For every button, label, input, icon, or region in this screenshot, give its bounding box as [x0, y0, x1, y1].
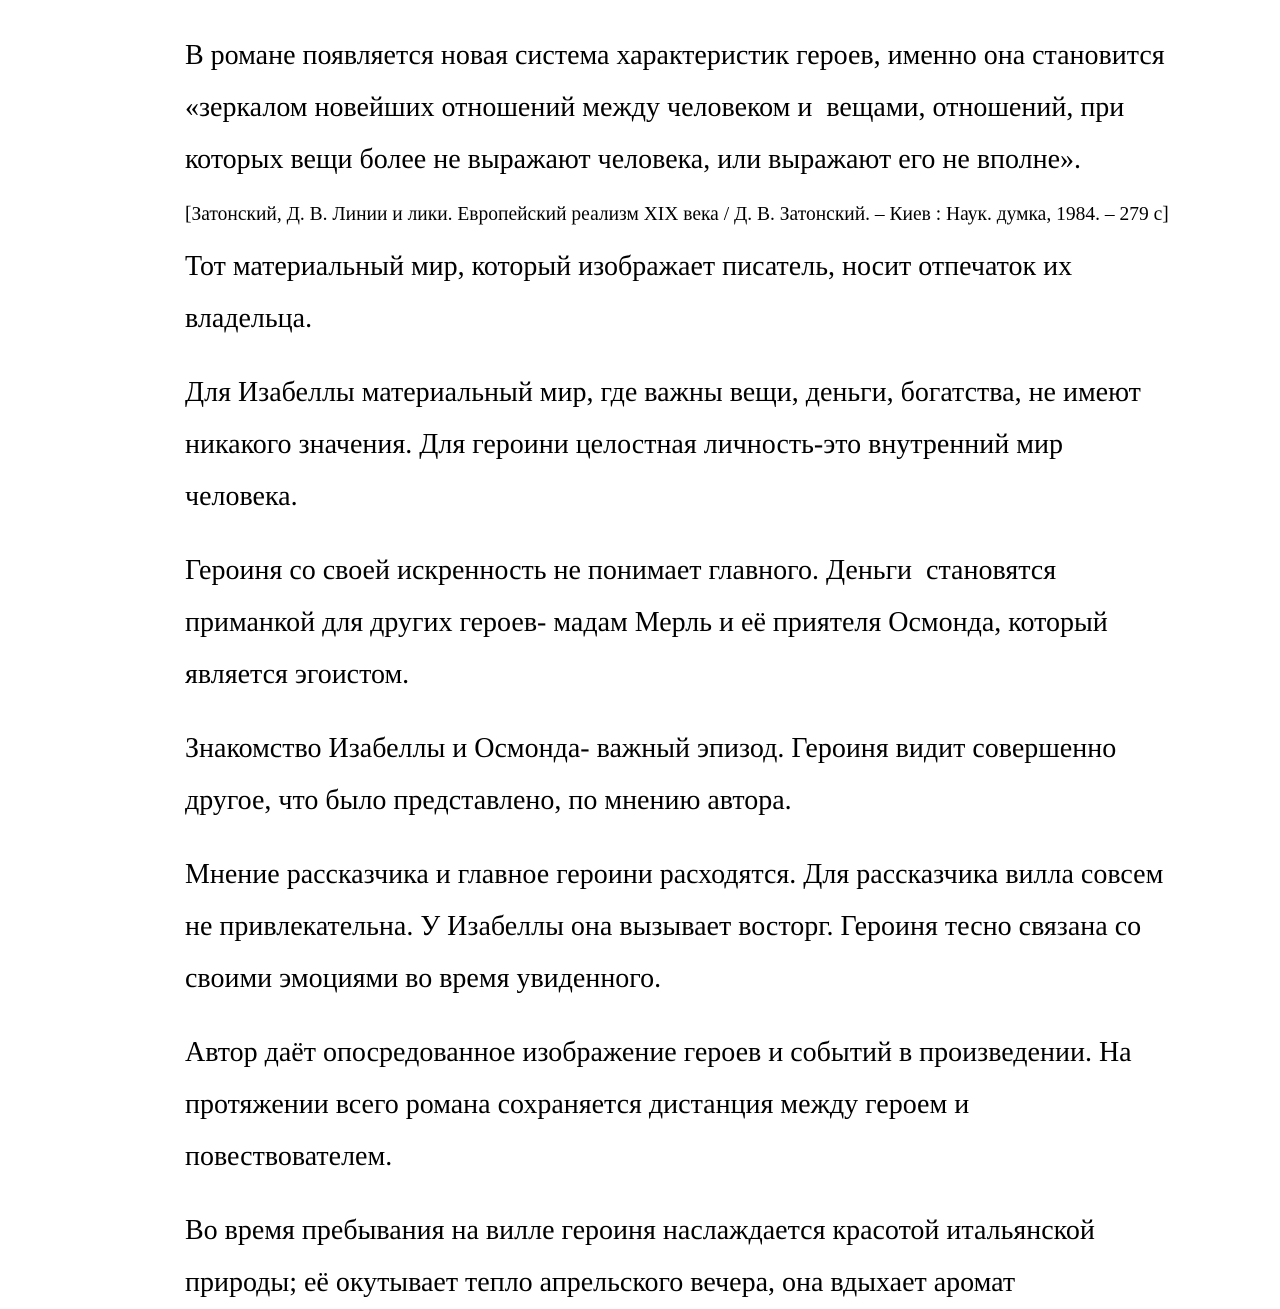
text-run: Героиня со своей искренность не понимает главного. Деньги становятся приманкой для других героев- мадам Мерль и её приятеля Осмонда, который является эгоистом.	[185, 555, 1115, 690]
text-run: Тот материальный мир, который изображает писатель, носит отпечаток их владельца.	[185, 196, 1176, 334]
paragraph	[185, 545, 1182, 701]
paragraph	[185, 1205, 1182, 1309]
paragraph	[185, 723, 1182, 827]
text-run: Знакомство Изабеллы и Осмонда- важный эпизод. Героиня видит совершенно другое, что было представлено, по мнению автора.	[185, 733, 1124, 816]
text-run: В романе появляется новая система характеристик героев, именно она становится «зеркалом новейших отношений между человеком и вещами, отношений, при которых вещи более не выражают человека, или выражают его не вполне».	[185, 40, 1179, 175]
paragraph	[185, 1027, 1182, 1183]
text-run: Во время пребывания на вилле героиня наслаждается красотой итальянской природы; её окутывает тепло апрельского вечера, она вдыхает аромат	[185, 1215, 1102, 1298]
text-run: Автор даёт опосредованное изображение героев и событий в произведении. На протяжении всего романа сохраняется дистанция между героем и повествователем.	[185, 1037, 1139, 1172]
document-body	[185, 30, 1182, 1309]
paragraph	[185, 367, 1182, 523]
text-run: Мнение рассказчика и главное героини расходятся. Для рассказчика вилла совсем не привлекательна. У Изабеллы она вызывает восторг. Героиня тесно связана со своими эмоциями во время увиденного.	[185, 859, 1171, 994]
citation-run: [Затонский, Д. В. Линии и лики. Европейский реализм XIX века / Д. В. Затонский. – Киев : Наук. думка, 1984. – 279 с]	[185, 204, 1169, 225]
paragraph	[185, 849, 1182, 1005]
text-run: Для Изабеллы материальный мир, где важны вещи, деньги, богатства, не имеют никакого значения. Для героини целостная личность-это внутренний мир человека.	[185, 377, 1148, 512]
paragraph	[185, 30, 1182, 345]
